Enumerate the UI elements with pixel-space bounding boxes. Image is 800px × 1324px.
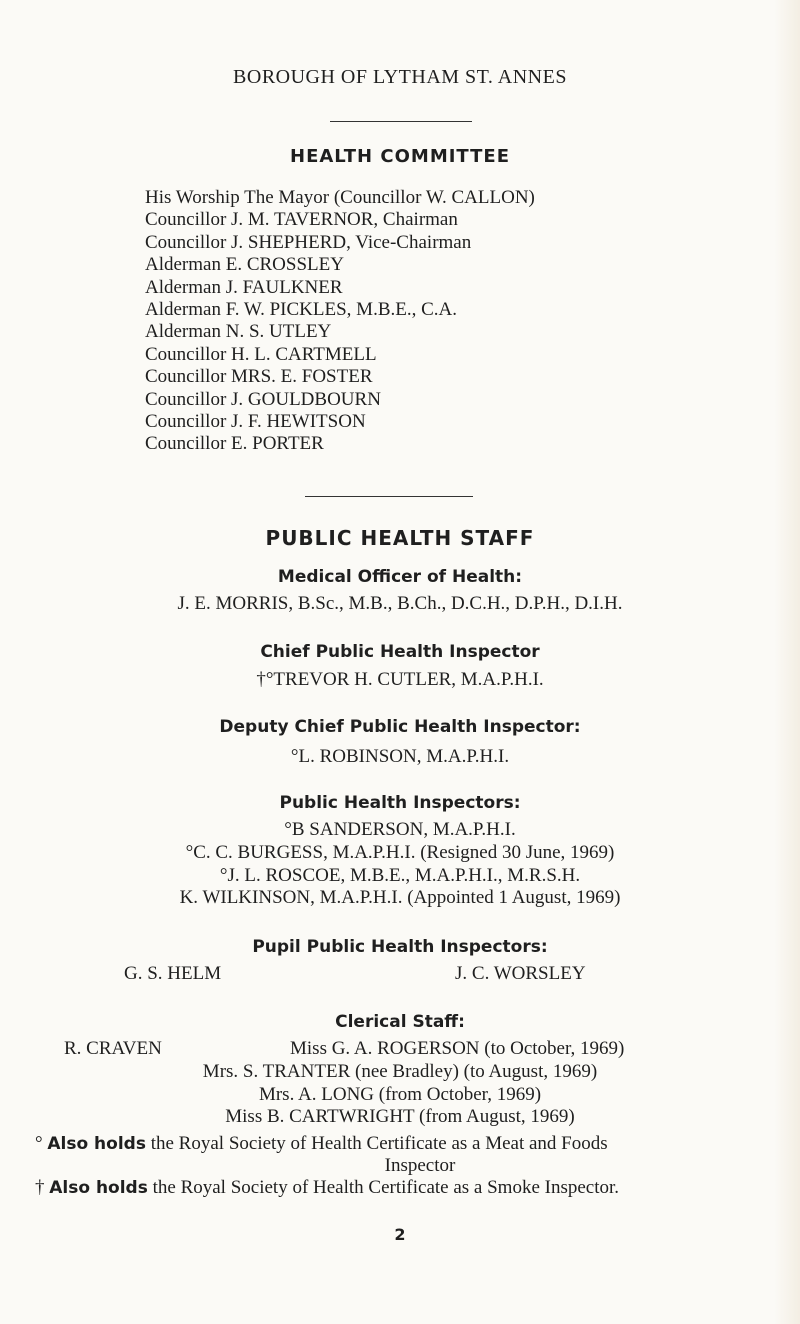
health-committee-heading: HEALTH COMMITTEE [290, 146, 510, 167]
footnote-lead: Also holds [49, 1178, 148, 1198]
committee-members-list [145, 187, 705, 456]
chief-inspector-name: †°TREVOR H. CUTLER, M.A.P.H.I. [256, 669, 544, 690]
pupil-inspector-entry: G. S. HELM [124, 963, 222, 984]
footnote-dagger [35, 1177, 795, 1199]
clerical-entry: Miss G. A. ROGERSON (to October, 1969) [290, 1038, 625, 1059]
chief-inspector-heading: Chief Public Health Inspector [260, 642, 540, 662]
public-health-staff-heading: PUBLIC HEALTH STAFF [265, 526, 535, 550]
committee-member: Councillor J. F. HEWITSON [145, 411, 366, 433]
clerical-entry: Mrs. S. TRANTER (nee Bradley) (to August, 1969) [202, 1061, 598, 1082]
clerical-entry: R. CRAVEN [64, 1038, 162, 1059]
inspectors-list [0, 819, 800, 910]
clerical-list [0, 1061, 800, 1129]
footnote-text: Inspector [384, 1155, 456, 1176]
committee-member: Councillor J. SHEPHERD, Vice-Chairman [145, 231, 472, 253]
deputy-chief-inspector-heading: Deputy Chief Public Health Inspector: [219, 717, 581, 737]
committee-member: His Worship The Mayor (Councillor W. CALLON) [145, 187, 535, 208]
footnote-mark: † [35, 1177, 45, 1198]
inspector-entry: °J. L. ROSCOE, M.B.E., M.A.P.H.I., M.R.S.H. [219, 864, 581, 886]
footnote-text: the Royal Society of Health Certificate as a Smoke Inspector. [152, 1177, 620, 1198]
divider-rule [305, 496, 473, 497]
committee-member: Alderman F. W. PICKLES, M.B.E., C.A. [145, 299, 457, 321]
inspector-entry: K. WILKINSON, M.A.P.H.I. (Appointed 1 August, 1969) [179, 887, 621, 909]
footnote-text: the Royal Society of Health Certificate as a Meat and Foods [150, 1133, 608, 1154]
footnote-mark: ° [35, 1133, 43, 1154]
page-title: BOROUGH OF LYTHAM ST. ANNES [233, 66, 567, 88]
pupil-inspectors-heading: Pupil Public Health Inspectors: [252, 937, 548, 957]
committee-member: Councillor J. GOULDBOURN [145, 388, 381, 410]
footnote-lead: Also holds [47, 1134, 146, 1154]
inspector-entry: °C. C. BURGESS, M.A.P.H.I. (Resigned 30 June, 1969) [185, 841, 615, 863]
committee-member: Alderman N. S. UTLEY [145, 321, 332, 343]
committee-member: Alderman E. CROSSLEY [145, 254, 344, 276]
footnote-degree [35, 1133, 775, 1177]
clerical-entry: Miss B. CARTWRIGHT (from August, 1969) [225, 1106, 575, 1127]
moh-heading: Medical Officer of Health: [277, 567, 523, 587]
committee-member: Councillor MRS. E. FOSTER [145, 366, 373, 388]
deputy-chief-inspector-name: °L. ROBINSON, M.A.P.H.I. [290, 746, 510, 767]
committee-member: Councillor E. PORTER [145, 433, 324, 455]
divider-rule [330, 121, 472, 122]
committee-member: Councillor H. L. CARTMELL [145, 343, 377, 365]
clerical-entry: Mrs. A. LONG (from October, 1969) [258, 1083, 542, 1105]
inspectors-heading: Public Health Inspectors: [279, 793, 521, 813]
moh-name: J. E. MORRIS, B.Sc., M.B., B.Ch., D.C.H., D.P.H., D.I.H. [177, 593, 623, 614]
page-number: 2 [394, 1225, 406, 1244]
committee-member: Councillor J. M. TAVERNOR, Chairman [145, 209, 458, 231]
clerical-staff-heading: Clerical Staff: [335, 1012, 465, 1032]
committee-member: Alderman J. FAULKNER [145, 276, 343, 298]
inspector-entry: °B SANDERSON, M.A.P.H.I. [284, 819, 516, 840]
pupil-inspector-entry: J. C. WORSLEY [455, 963, 586, 984]
